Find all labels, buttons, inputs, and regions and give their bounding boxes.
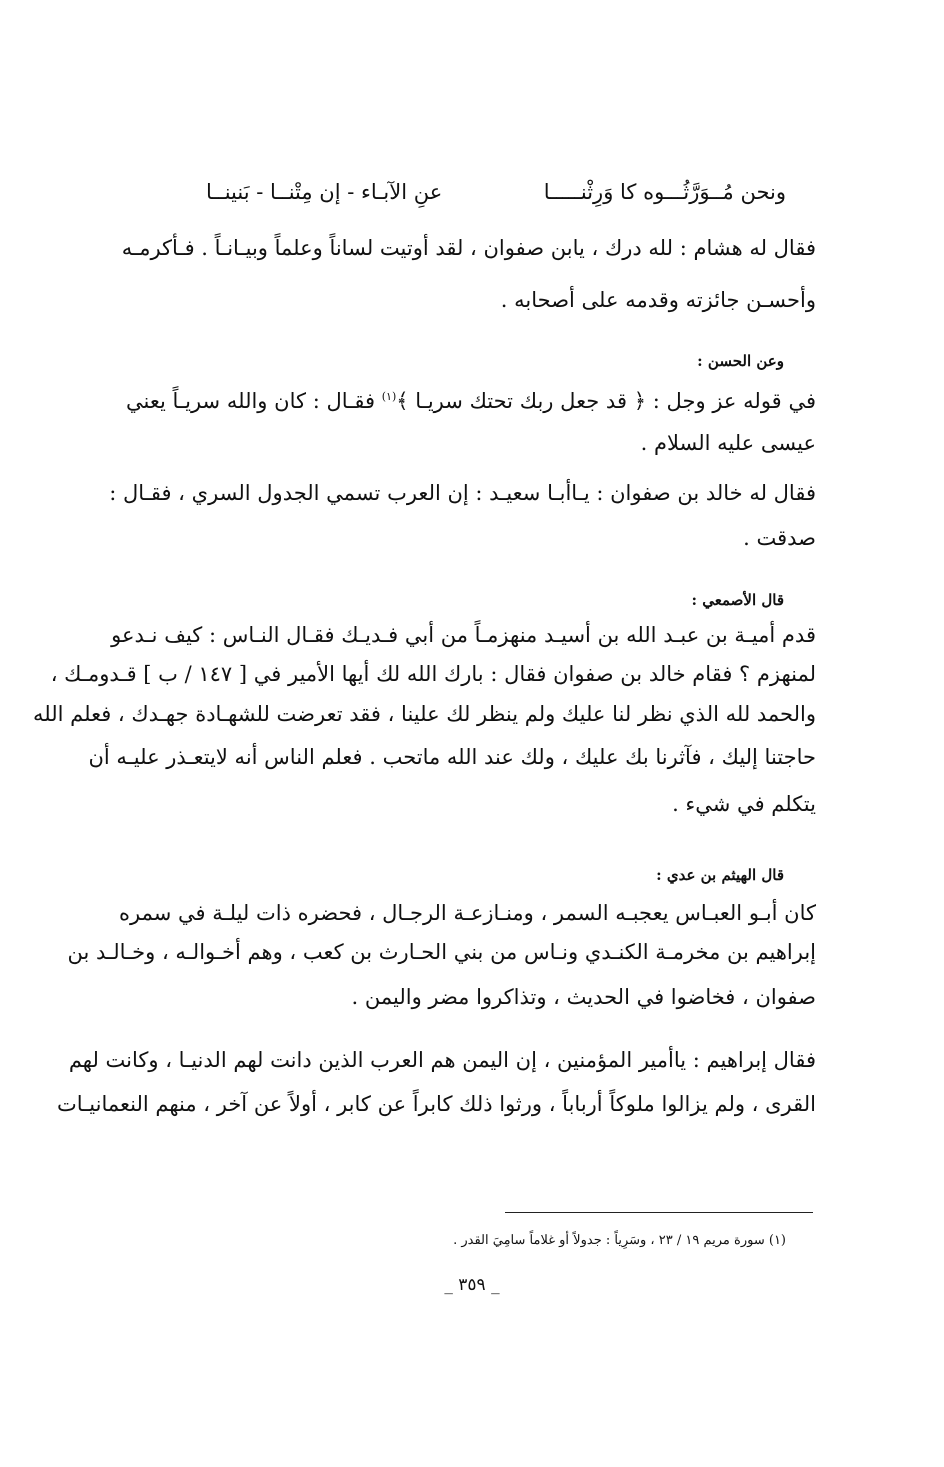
paragraph-line: قدم أميـة بن عبـد الله بن أسيـد منهزمـاً من أبي فـديـك فقـال النـاس : كيف نـدعو <box>111 623 816 647</box>
paragraph-line: صفوان ، فخاضوا في الحديث ، وتذاكروا مضر واليمن . <box>351 985 816 1009</box>
section-heading-hasan: وعن الحسن : <box>697 352 784 370</box>
paragraph-line <box>126 382 816 416</box>
quran-quote: في قوله عز وجل : ﴿ قد جعل ربك تحتك سريـا ﴾ <box>396 389 816 413</box>
poetry-verse <box>206 180 786 214</box>
verse-first-hemistich: ونحن مُــوَرَّثُـــوه كا وَرِثْنـــــا <box>543 180 786 204</box>
paragraph-line: والحمد لله الذي نظر لنا عليك ولم ينظر لك علينا ، فقد تعرضت للشهـادة جهـدك ، فعلم الله <box>33 702 816 726</box>
paragraph-line: فقال إبراهيم : ياأمير المؤمنين ، إن اليمن هم العرب الذين دانت لهم الدنيـا ، وكانت لهم <box>68 1048 816 1072</box>
paragraph-line: كان أبـو العبـاس يعجبـه السمر ، ومنـازعـة الرجـال ، فحضره ذات ليلـة في سمره <box>119 901 816 925</box>
paragraph-line: فقال له خالد بن صفوان : يـاأبـا سعيـد : إن العرب تسمي الجدول السري ، فقـال : <box>109 481 816 505</box>
paragraph-line: القرى ، ولم يزالوا ملوكاً أرباباً ، ورثوا ذلك كابراً عن كابر ، أولاً عن آخر ، منهم النعمانيـات <box>56 1092 816 1116</box>
paragraph-line: لمنهزم ؟ فقام خالد بن صفوان فقال : بارك الله لك أيها الأمير في [ ١٤٧ / ب ] قـدومـك ، <box>50 662 816 686</box>
paragraph-line: وأحسـن جائزته وقدمه على أصحابه . <box>500 288 816 312</box>
paragraph-line: حاجتنا إليك ، فآثرنا بك عليك ، ولك عند الله ماتحب . فعلم الناس أنه لايتعـذر عليـه أن <box>88 745 816 769</box>
paragraph-line: صدقت . <box>743 526 816 550</box>
section-heading-asmai: قال الأصمعي : <box>691 591 784 609</box>
paragraph-line: فقال له هشام : لله درك ، يابن صفوان ، لقد أوتيت لساناً وعلماً وبيـانـاً . فـأكرمـه <box>121 236 816 260</box>
paragraph-line: يتكلم في شيء . <box>672 792 816 816</box>
page-number: _ ٣٥٩ _ <box>444 1275 500 1295</box>
paragraph-text: فقـال : كان والله سريـاً يعني <box>126 389 382 413</box>
paragraph-line: عيسى عليه السلام . <box>640 431 816 455</box>
section-heading-haytham: قال الهيثم بن عدي : <box>656 866 784 884</box>
paragraph-line: إبراهيم بن مخرمـة الكنـدي ونـاس من بني الحـارث بن كعب ، وهم أخـوالـه ، وخـالـد بن <box>67 940 816 964</box>
footnote-marker: (١) <box>381 390 397 403</box>
footnote: (١) سورة مريم ١٩ / ٢٣ ، وسَرِياً : جدولاً أو غلاماً سامِيَ القدر . <box>453 1233 786 1248</box>
footnote-divider <box>505 1212 813 1213</box>
verse-second-hemistich: عنِ الآبـاء - إن مِتْنــا - بَنينــا <box>206 180 443 204</box>
